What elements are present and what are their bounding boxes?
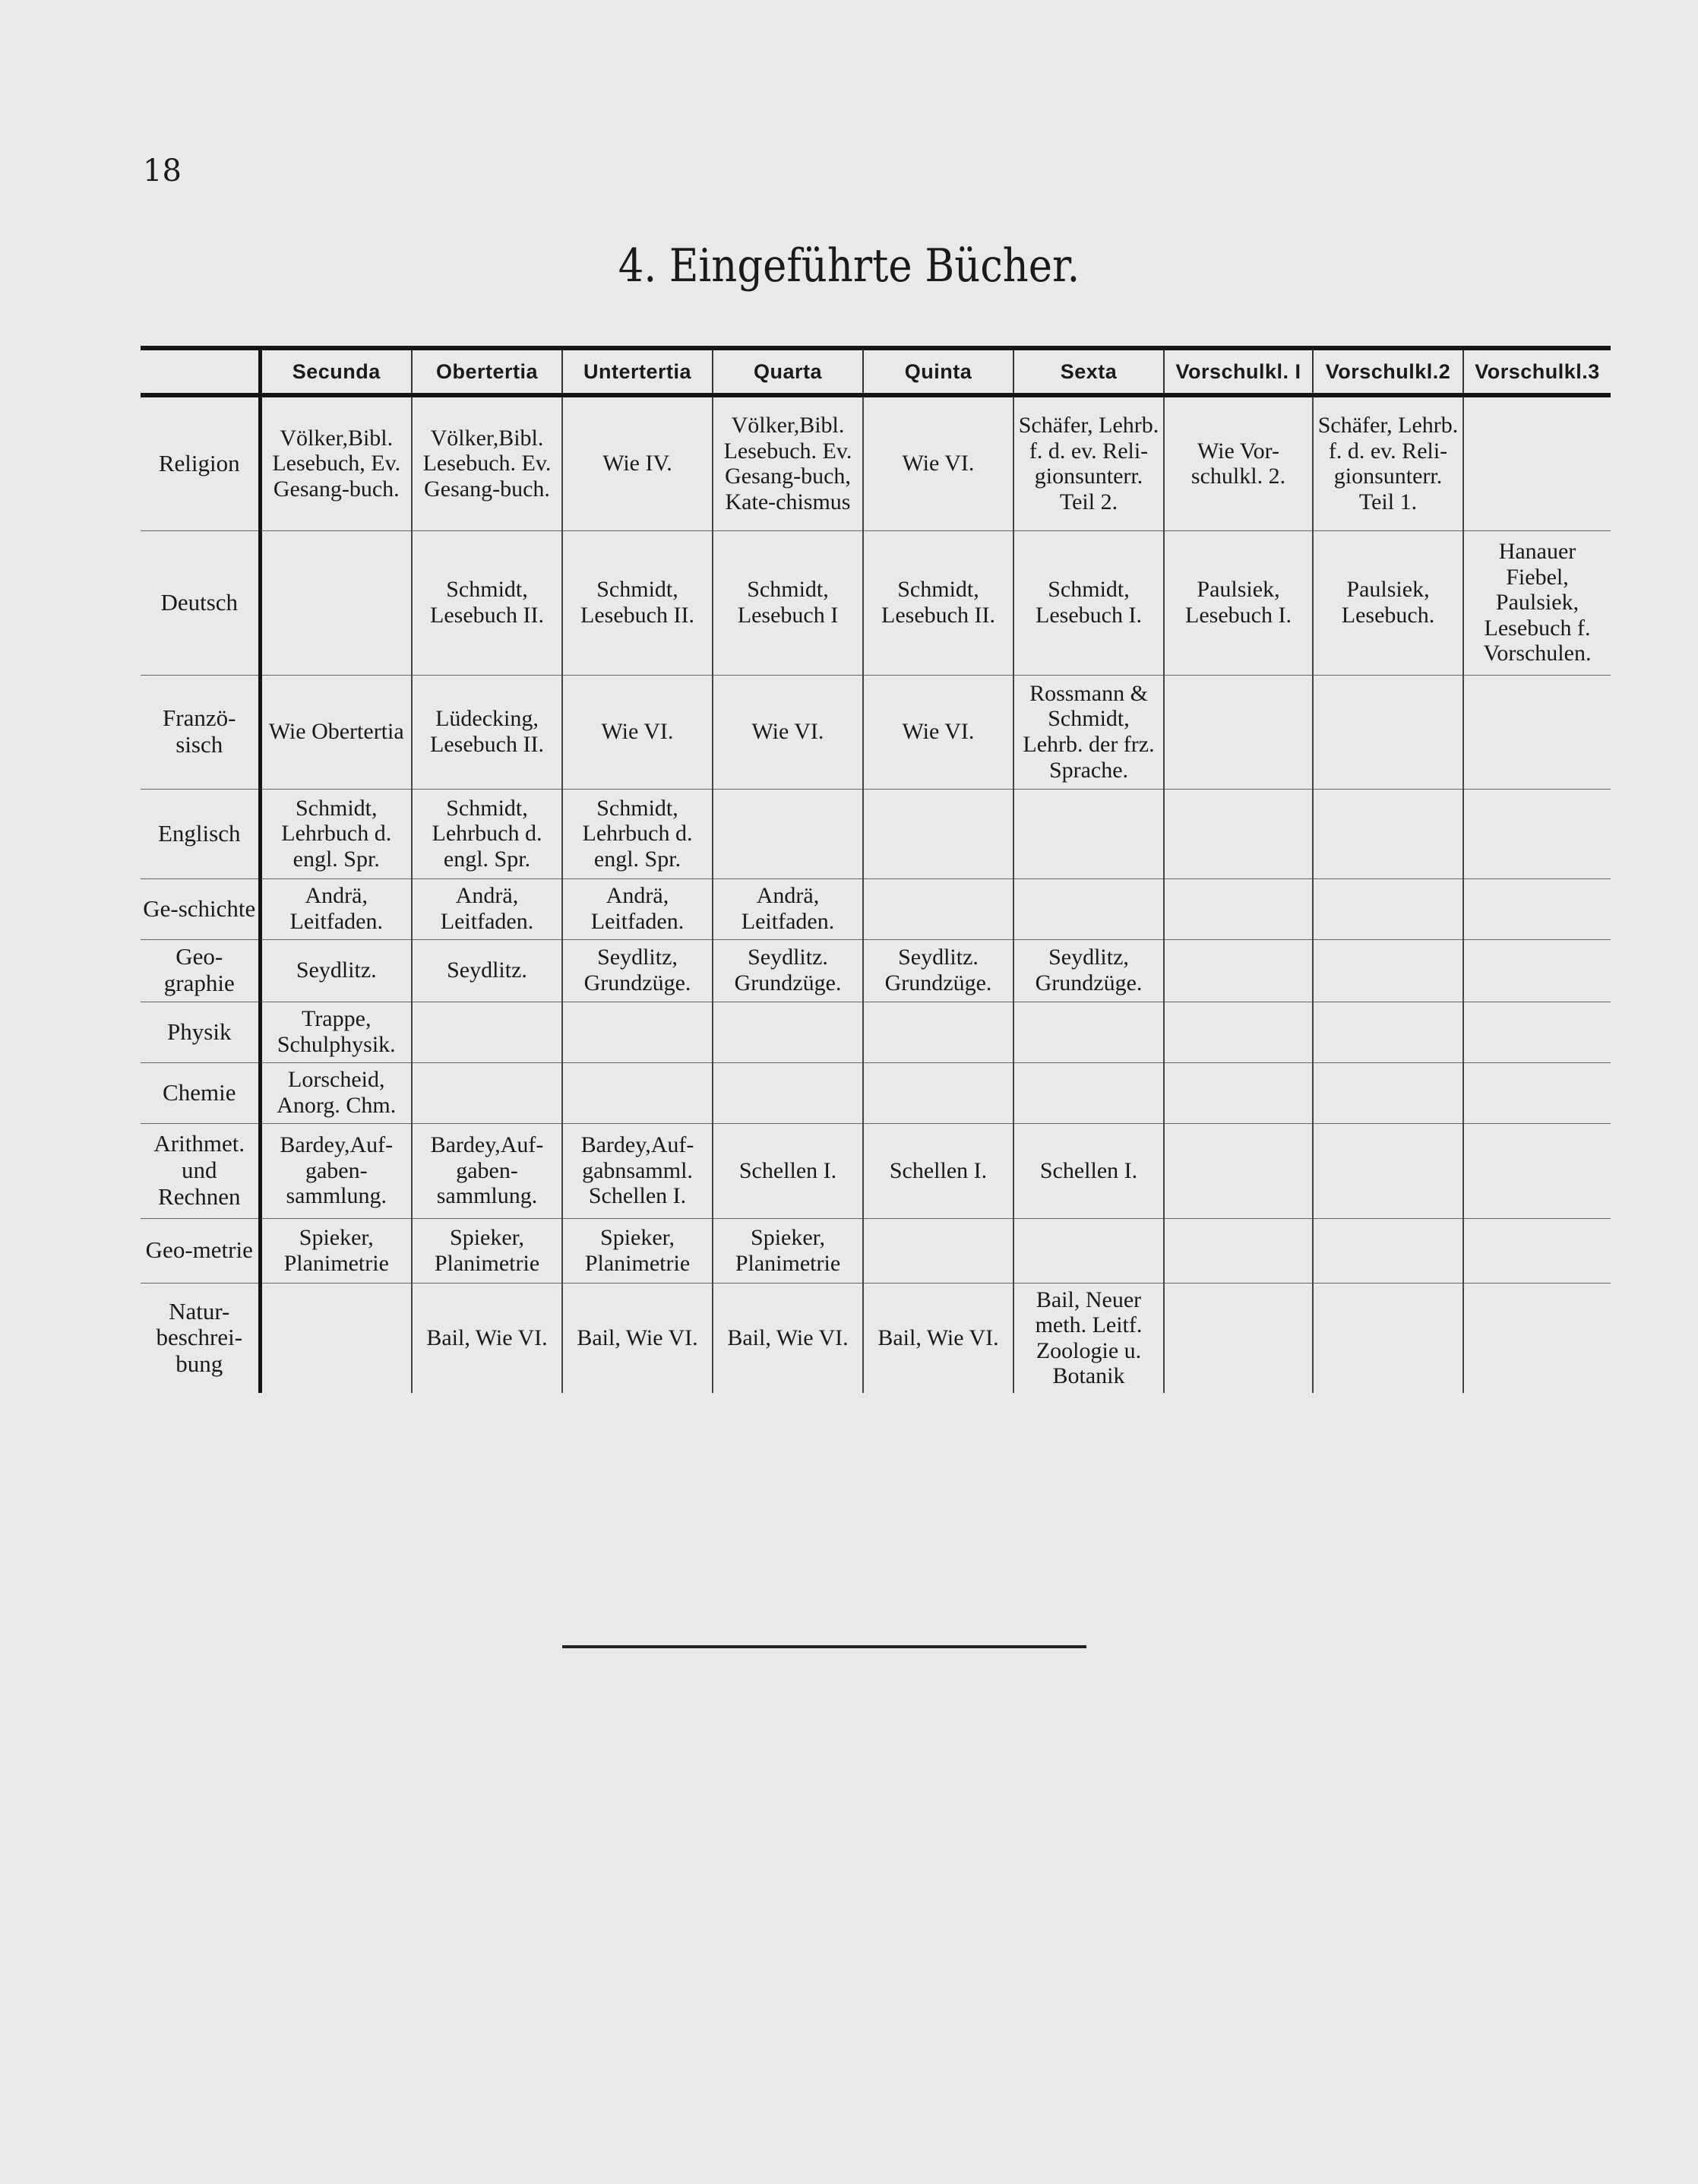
table-cell: Schäfer, Lehrb. f. d. ev. Reli-gionsunterr. Teil 2. <box>1013 395 1164 530</box>
table-cell: Spieker, Planimetrie <box>713 1218 863 1283</box>
table-cell <box>1013 1218 1164 1283</box>
table-row <box>141 395 1611 530</box>
page-number: 18 <box>143 154 182 188</box>
table-cell <box>863 878 1013 939</box>
subject-cell: Geo-graphie <box>141 939 260 1002</box>
table-cell: Lorscheid, Anorg. Chm. <box>260 1062 412 1123</box>
table-cell <box>1463 878 1611 939</box>
table-cell <box>1013 1002 1164 1062</box>
table-cell: Bail, Wie VI. <box>562 1283 713 1393</box>
table-cell: Spieker, Planimetrie <box>412 1218 562 1283</box>
table-cell: Schäfer, Lehrb. f. d. ev. Reli-gionsunterr. Teil 1. <box>1313 395 1463 530</box>
subject-cell: Physik <box>141 1002 260 1062</box>
table-cell: Wie VI. <box>562 675 713 789</box>
table-cell <box>412 1062 562 1123</box>
closing-rule <box>562 1645 1086 1648</box>
table-cell: Wie VI. <box>863 395 1013 530</box>
table-cell <box>1463 1218 1611 1283</box>
subject-cell: Franzö-sisch <box>141 675 260 789</box>
table-cell: Völker,Bibl. Lesebuch. Ev. Gesang-buch, Kate-chismus <box>713 395 863 530</box>
column-header: Vorschulkl.3 <box>1463 348 1611 395</box>
table-cell <box>1164 675 1313 789</box>
subject-cell: Ge-schichte <box>141 878 260 939</box>
table-cell <box>863 789 1013 878</box>
table-cell: Bail, Wie VI. <box>713 1283 863 1393</box>
column-header: Secunda <box>260 348 412 395</box>
table-row <box>141 1283 1611 1393</box>
table-cell <box>1463 1123 1611 1218</box>
table-cell: Seydlitz. Grundzüge. <box>863 939 1013 1002</box>
table-row <box>141 1002 1611 1062</box>
table-cell: Andrä, Leitfaden. <box>260 878 412 939</box>
table-cell: Wie Obertertia <box>260 675 412 789</box>
table-cell <box>1313 675 1463 789</box>
table-cell: Seydlitz, Grundzüge. <box>562 939 713 1002</box>
table-cell: Rossmann & Schmidt, Lehrb. der frz. Sprache. <box>1013 675 1164 789</box>
table-cell <box>863 1002 1013 1062</box>
table-row <box>141 1123 1611 1218</box>
table-cell <box>1164 878 1313 939</box>
table-cell: Wie IV. <box>562 395 713 530</box>
table-cell <box>863 1218 1013 1283</box>
table-cell: Trappe, Schulphysik. <box>260 1002 412 1062</box>
table-cell <box>1313 1283 1463 1393</box>
table-cell: Schellen I. <box>1013 1123 1164 1218</box>
table-cell <box>1463 395 1611 530</box>
table-cell: Schellen I. <box>863 1123 1013 1218</box>
page-title: 4. Eingeführte Bücher. <box>618 239 1080 293</box>
table-cell: Wie Vor-schulkl. 2. <box>1164 395 1313 530</box>
table-cell: Schmidt, Lesebuch I. <box>1013 530 1164 675</box>
table-cell: Seydlitz. Grundzüge. <box>713 939 863 1002</box>
table-cell: Spieker, Planimetrie <box>260 1218 412 1283</box>
table-cell: Schmidt, Lesebuch I <box>713 530 863 675</box>
table-cell <box>1164 1062 1313 1123</box>
table-cell <box>1164 1218 1313 1283</box>
table-cell <box>260 530 412 675</box>
table-cell <box>562 1002 713 1062</box>
table-cell: Hanauer Fiebel, Paulsiek, Lesebuch f. Vorschulen. <box>1463 530 1611 675</box>
table-cell: Völker,Bibl. Lesebuch, Ev. Gesang-buch. <box>260 395 412 530</box>
table-cell <box>1164 1123 1313 1218</box>
subject-cell: Religion <box>141 395 260 530</box>
column-header: Vorschulkl. I <box>1164 348 1313 395</box>
table-cell: Völker,Bibl. Lesebuch. Ev. Gesang-buch. <box>412 395 562 530</box>
table-row <box>141 939 1611 1002</box>
table-cell <box>1313 789 1463 878</box>
table-cell: Wie VI. <box>713 675 863 789</box>
table-cell <box>1164 789 1313 878</box>
subject-cell: Deutsch <box>141 530 260 675</box>
table-cell <box>1013 878 1164 939</box>
books-table <box>141 346 1611 1393</box>
table-header-row <box>141 348 1611 395</box>
table-cell <box>713 789 863 878</box>
column-header: Quinta <box>863 348 1013 395</box>
table-cell: Seydlitz. <box>260 939 412 1002</box>
table-cell: Schellen I. <box>713 1123 863 1218</box>
table-cell <box>1463 939 1611 1002</box>
table-cell: Bail, Wie VI. <box>863 1283 1013 1393</box>
table-cell <box>1013 1062 1164 1123</box>
table-cell <box>1463 675 1611 789</box>
column-header: Vorschulkl.2 <box>1313 348 1463 395</box>
subject-cell: Chemie <box>141 1062 260 1123</box>
table-cell <box>713 1002 863 1062</box>
table-cell <box>1313 878 1463 939</box>
table-cell: Paulsiek, Lesebuch I. <box>1164 530 1313 675</box>
table-row <box>141 530 1611 675</box>
column-header: Obertertia <box>412 348 562 395</box>
table-cell <box>1463 789 1611 878</box>
subject-cell: Natur-beschrei-bung <box>156 1297 243 1378</box>
table-cell: Wie VI. <box>863 675 1013 789</box>
table-cell: Bardey,Auf-gabnsamml. Schellen I. <box>562 1123 713 1218</box>
table-cell: Andrä, Leitfaden. <box>713 878 863 939</box>
table-row <box>141 878 1611 939</box>
table-cell <box>1313 1218 1463 1283</box>
table-cell <box>1313 1002 1463 1062</box>
table-cell: Bail, Neuer meth. Leitf. Zoologie u. Botanik <box>1013 1283 1164 1393</box>
table-cell <box>1463 1283 1611 1393</box>
table-cell: Bardey,Auf-gaben-sammlung. <box>412 1123 562 1218</box>
table-cell: Schmidt, Lehrbuch d. engl. Spr. <box>260 789 412 878</box>
table-cell <box>1164 1283 1313 1393</box>
table-row <box>141 789 1611 878</box>
table-cell: Seydlitz. <box>412 939 562 1002</box>
table-cell <box>1013 789 1164 878</box>
subject-cell: Arithmet. und Rechnen <box>141 1123 260 1218</box>
subject-cell: Geo-metrie <box>141 1218 260 1283</box>
subject-cell: Englisch <box>141 789 260 878</box>
table-cell <box>863 1062 1013 1123</box>
table-cell: Spieker, Planimetrie <box>562 1218 713 1283</box>
table-cell <box>1313 939 1463 1002</box>
table-cell: Bardey,Auf-gaben-sammlung. <box>260 1123 412 1218</box>
table-cell <box>1313 1062 1463 1123</box>
table-cell <box>1463 1002 1611 1062</box>
table-cell: Schmidt, Lesebuch II. <box>863 530 1013 675</box>
table-cell: Bail, Wie VI. <box>412 1283 562 1393</box>
table-cell <box>260 1283 412 1393</box>
table-cell <box>1164 939 1313 1002</box>
table-cell: Schmidt, Lehrbuch d. engl. Spr. <box>562 789 713 878</box>
table-cell: Andrä, Leitfaden. <box>412 878 562 939</box>
column-header: Quarta <box>713 348 863 395</box>
table-row <box>141 1062 1611 1123</box>
table-cell <box>412 1002 562 1062</box>
table-cell <box>1164 1002 1313 1062</box>
books-table-container <box>141 346 1611 1393</box>
table-cell: Paulsiek, Lesebuch. <box>1313 530 1463 675</box>
table-cell <box>1463 1062 1611 1123</box>
column-header: Sexta <box>1013 348 1164 395</box>
table-cell <box>713 1062 863 1123</box>
table-row <box>141 1218 1611 1283</box>
table-cell: Schmidt, Lesebuch II. <box>562 530 713 675</box>
column-header: Untertertia <box>562 348 713 395</box>
table-row <box>141 675 1611 789</box>
table-cell <box>562 1062 713 1123</box>
table-cell <box>1313 1123 1463 1218</box>
table-cell: Schmidt, Lesebuch II. <box>412 530 562 675</box>
table-cell: Andrä, Leitfaden. <box>562 878 713 939</box>
table-cell: Seydlitz, Grundzüge. <box>1013 939 1164 1002</box>
table-cell: Lüdecking, Lesebuch II. <box>412 675 562 789</box>
column-header <box>141 348 260 395</box>
table-cell: Schmidt, Lehrbuch d. engl. Spr. <box>412 789 562 878</box>
